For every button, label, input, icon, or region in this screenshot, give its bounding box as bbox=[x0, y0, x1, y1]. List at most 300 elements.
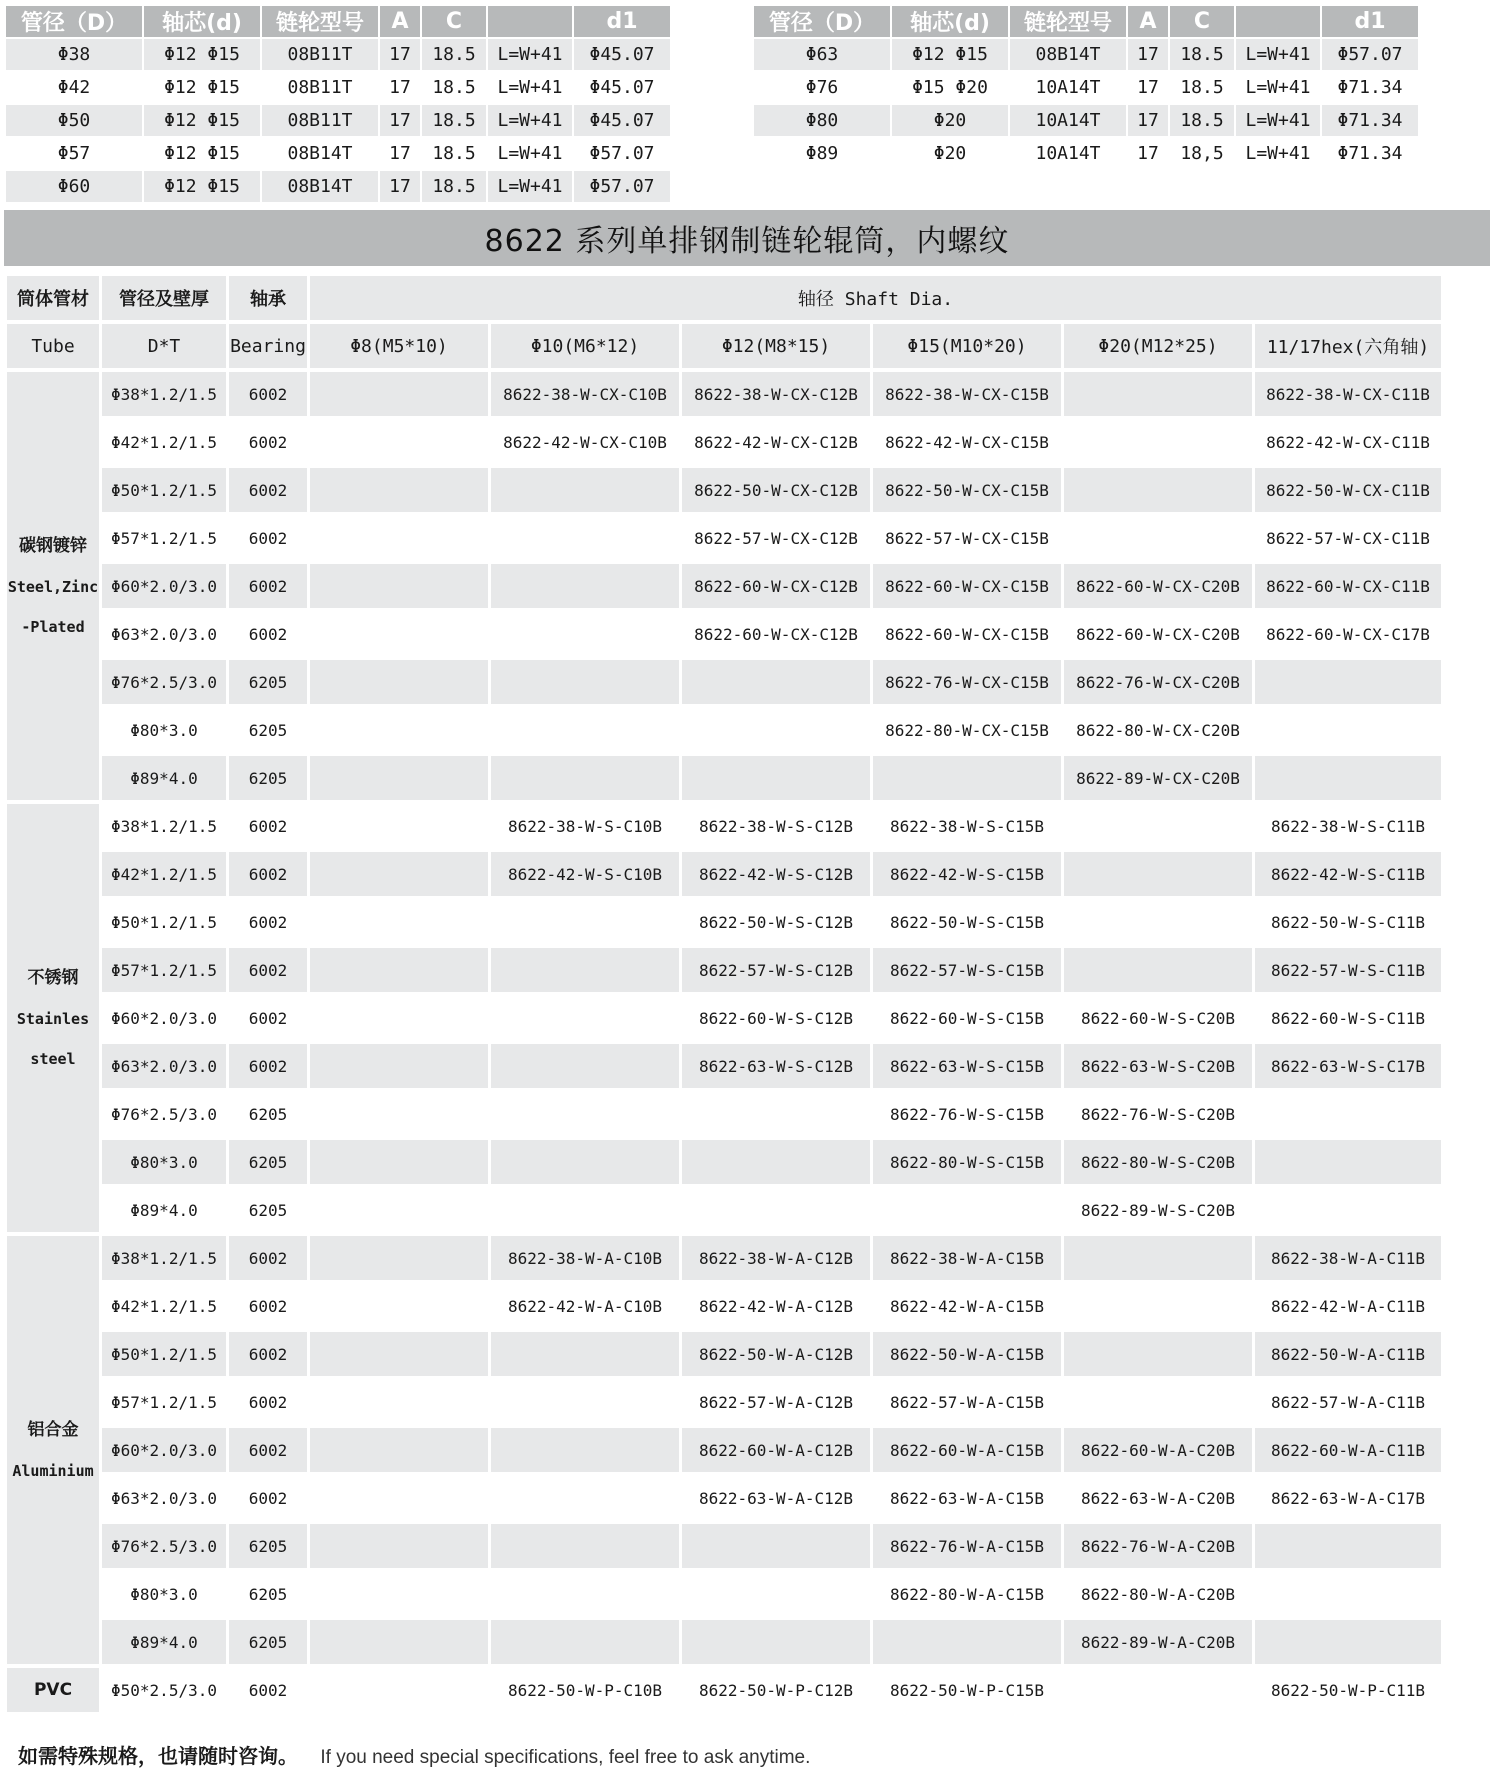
part-code-cell bbox=[682, 1140, 870, 1184]
table-row bbox=[7, 516, 1441, 560]
part-code-cell: 8622-60-W-A-C11B bbox=[1255, 1428, 1441, 1472]
part-code-cell bbox=[491, 564, 679, 608]
table-cell: Φ12 Φ15 bbox=[144, 72, 260, 103]
bearing-cell: 6205 bbox=[229, 1140, 307, 1184]
part-code-cell bbox=[1255, 756, 1441, 800]
table-row bbox=[7, 1332, 1441, 1376]
table-cell: 10A14T bbox=[1010, 138, 1126, 169]
table-row bbox=[7, 900, 1441, 944]
dt-cell: Φ63*2.0/3.0 bbox=[102, 612, 226, 656]
part-code-cell bbox=[310, 516, 488, 560]
dt-cell: Φ38*1.2/1.5 bbox=[102, 804, 226, 848]
part-code-cell: 8622-38-W-S-C12B bbox=[682, 804, 870, 848]
part-code-cell: 8622-57-W-A-C12B bbox=[682, 1380, 870, 1424]
bearing-cell: 6002 bbox=[229, 852, 307, 896]
header-cell: Bearing bbox=[229, 324, 307, 368]
table-cell: Φ20 bbox=[892, 138, 1008, 169]
part-code-cell: 8622-57-W-A-C15B bbox=[873, 1380, 1061, 1424]
part-code-cell bbox=[491, 1620, 679, 1664]
table-subheader-row bbox=[7, 324, 1441, 368]
bearing-cell: 6205 bbox=[229, 1620, 307, 1664]
header-cell: C bbox=[1170, 6, 1234, 37]
table-cell: Φ76 bbox=[754, 72, 890, 103]
part-code-cell: 8622-76-W-S-C20B bbox=[1064, 1092, 1252, 1136]
dt-cell: Φ50*1.2/1.5 bbox=[102, 900, 226, 944]
bearing-cell: 6002 bbox=[229, 1668, 307, 1712]
part-code-cell: 8622-89-W-A-C20B bbox=[1064, 1620, 1252, 1664]
part-code-cell: 8622-60-W-A-C20B bbox=[1064, 1428, 1252, 1472]
part-code-cell bbox=[491, 612, 679, 656]
part-code-cell: 8622-63-W-A-C12B bbox=[682, 1476, 870, 1520]
part-code-cell bbox=[491, 1188, 679, 1232]
part-code-cell bbox=[1255, 1620, 1441, 1664]
part-code-cell: 8622-42-W-A-C15B bbox=[873, 1284, 1061, 1328]
bearing-cell: 6002 bbox=[229, 420, 307, 464]
part-code-cell bbox=[491, 1476, 679, 1520]
part-code-cell: 8622-60-W-CX-C20B bbox=[1064, 564, 1252, 608]
material-name-en-2: -Plated bbox=[21, 618, 85, 636]
table-cell: L=W+41 bbox=[1236, 138, 1320, 169]
part-code-cell bbox=[682, 756, 870, 800]
bearing-cell: 6002 bbox=[229, 516, 307, 560]
part-code-cell: 8622-63-W-S-C12B bbox=[682, 1044, 870, 1088]
part-code-cell bbox=[310, 660, 488, 704]
part-code-cell: 8622-50-W-S-C15B bbox=[873, 900, 1061, 944]
bearing-cell: 6002 bbox=[229, 948, 307, 992]
part-code-cell: 8622-50-W-CX-C12B bbox=[682, 468, 870, 512]
part-code-cell bbox=[682, 1188, 870, 1232]
part-code-cell: 8622-60-W-CX-C12B bbox=[682, 612, 870, 656]
table-cell: 17 bbox=[380, 72, 420, 103]
part-code-cell: 8622-76-W-A-C20B bbox=[1064, 1524, 1252, 1568]
part-code-cell: 8622-60-W-CX-C15B bbox=[873, 564, 1061, 608]
table-cell: Φ71.34 bbox=[1322, 105, 1418, 136]
table-row bbox=[7, 564, 1441, 608]
part-code-cell bbox=[491, 1524, 679, 1568]
part-code-cell bbox=[682, 660, 870, 704]
part-code-cell bbox=[491, 1428, 679, 1472]
part-code-cell bbox=[310, 996, 488, 1040]
dt-cell: Φ60*2.0/3.0 bbox=[102, 996, 226, 1040]
part-code-cell bbox=[1064, 804, 1252, 848]
table-row bbox=[7, 1236, 1441, 1280]
part-code-cell bbox=[1064, 1236, 1252, 1280]
dt-cell: Φ50*1.2/1.5 bbox=[102, 468, 226, 512]
material-name-en: Aluminium bbox=[12, 1462, 94, 1480]
dt-cell: Φ57*1.2/1.5 bbox=[102, 1380, 226, 1424]
part-code-cell bbox=[1064, 420, 1252, 464]
part-code-cell: 8622-38-W-A-C10B bbox=[491, 1236, 679, 1280]
dt-cell: Φ57*1.2/1.5 bbox=[102, 516, 226, 560]
part-code-cell: 8622-63-W-A-C15B bbox=[873, 1476, 1061, 1520]
header-cell: Φ10(M6*12) bbox=[491, 324, 679, 368]
material-name-cn: 碳钢镀锌 bbox=[19, 536, 87, 556]
part-code-cell bbox=[310, 1284, 488, 1328]
part-code-cell: 8622-50-W-P-C15B bbox=[873, 1668, 1061, 1712]
dt-cell: Φ76*2.5/3.0 bbox=[102, 1524, 226, 1568]
table-cell: 18.5 bbox=[422, 105, 486, 136]
dt-cell: Φ76*2.5/3.0 bbox=[102, 660, 226, 704]
footer-note-cn: 如需特殊规格，也请随时咨询。 bbox=[18, 1744, 298, 1768]
table-cell: Φ15 Φ20 bbox=[892, 72, 1008, 103]
part-code-cell: 8622-42-W-A-C12B bbox=[682, 1284, 870, 1328]
table-cell: L=W+41 bbox=[488, 138, 572, 169]
part-code-cell: 8622-63-W-S-C17B bbox=[1255, 1044, 1441, 1088]
table-row bbox=[7, 660, 1441, 704]
part-code-cell: 8622-60-W-CX-C15B bbox=[873, 612, 1061, 656]
part-code-cell bbox=[682, 1620, 870, 1664]
part-code-cell bbox=[491, 756, 679, 800]
part-code-cell: 8622-57-W-CX-C11B bbox=[1255, 516, 1441, 560]
part-code-cell: 8622-76-W-S-C15B bbox=[873, 1092, 1061, 1136]
table-row bbox=[754, 72, 1418, 103]
header-cell: A bbox=[1128, 6, 1168, 37]
table-cell: 18.5 bbox=[422, 171, 486, 202]
part-code-cell bbox=[1255, 1188, 1441, 1232]
bearing-cell: 6002 bbox=[229, 564, 307, 608]
part-code-cell: 8622-50-W-A-C12B bbox=[682, 1332, 870, 1376]
dt-cell: Φ89*4.0 bbox=[102, 756, 226, 800]
part-code-cell bbox=[1255, 1572, 1441, 1616]
part-code-cell: 8622-38-W-A-C12B bbox=[682, 1236, 870, 1280]
part-code-cell bbox=[491, 516, 679, 560]
part-code-cell bbox=[1064, 852, 1252, 896]
product-code-table bbox=[4, 272, 1444, 1716]
material-name-en-2: steel bbox=[30, 1050, 76, 1068]
table-row bbox=[7, 1188, 1441, 1232]
section-title: 8622 系列单排钢制链轮辊筒，内螺纹 bbox=[4, 210, 1490, 266]
part-code-cell: 8622-38-W-CX-C12B bbox=[682, 372, 870, 416]
table-row bbox=[7, 1140, 1441, 1184]
dt-cell: Φ57*1.2/1.5 bbox=[102, 948, 226, 992]
table-row bbox=[754, 105, 1418, 136]
table-cell: Φ42 bbox=[6, 72, 142, 103]
part-code-cell: 8622-42-W-CX-C12B bbox=[682, 420, 870, 464]
part-code-cell bbox=[491, 1044, 679, 1088]
table-cell: 17 bbox=[380, 39, 420, 70]
part-code-cell bbox=[491, 468, 679, 512]
bearing-cell: 6002 bbox=[229, 1044, 307, 1088]
part-code-cell: 8622-60-W-S-C12B bbox=[682, 996, 870, 1040]
part-code-cell bbox=[310, 1092, 488, 1136]
table-cell: Φ89 bbox=[754, 138, 890, 169]
table-row bbox=[7, 804, 1441, 848]
dt-cell: Φ80*3.0 bbox=[102, 1572, 226, 1616]
table-cell: Φ50 bbox=[6, 105, 142, 136]
part-code-cell bbox=[491, 1092, 679, 1136]
part-code-cell: 8622-63-W-A-C17B bbox=[1255, 1476, 1441, 1520]
table-cell: L=W+41 bbox=[1236, 39, 1320, 70]
dt-cell: Φ50*1.2/1.5 bbox=[102, 1332, 226, 1376]
table-cell: 17 bbox=[1128, 39, 1168, 70]
bearing-cell: 6205 bbox=[229, 1524, 307, 1568]
table-row bbox=[6, 138, 670, 169]
part-code-cell bbox=[1255, 1140, 1441, 1184]
part-code-cell bbox=[310, 756, 488, 800]
part-code-cell: 8622-42-W-S-C12B bbox=[682, 852, 870, 896]
bearing-cell: 6002 bbox=[229, 996, 307, 1040]
sprocket-spec-table-right bbox=[752, 4, 1420, 171]
table-row bbox=[7, 1044, 1441, 1088]
table-cell: 08B11T bbox=[262, 39, 378, 70]
part-code-cell: 8622-50-W-A-C15B bbox=[873, 1332, 1061, 1376]
dt-cell: Φ80*3.0 bbox=[102, 1140, 226, 1184]
table-cell: 17 bbox=[380, 171, 420, 202]
table-cell: 08B14T bbox=[262, 138, 378, 169]
part-code-cell: 8622-76-W-A-C15B bbox=[873, 1524, 1061, 1568]
dt-cell: Φ76*2.5/3.0 bbox=[102, 1092, 226, 1136]
part-code-cell bbox=[491, 996, 679, 1040]
part-code-cell bbox=[310, 708, 488, 752]
dt-cell: Φ60*2.0/3.0 bbox=[102, 564, 226, 608]
header-cell: Φ20(M12*25) bbox=[1064, 324, 1252, 368]
table-header-row bbox=[6, 6, 670, 37]
part-code-cell: 8622-50-W-P-C12B bbox=[682, 1668, 870, 1712]
table-cell: 17 bbox=[1128, 138, 1168, 169]
part-code-cell: 8622-60-W-S-C20B bbox=[1064, 996, 1252, 1040]
header-tube-cn: 筒体管材 bbox=[7, 276, 99, 320]
table-cell: 18.5 bbox=[422, 138, 486, 169]
table-cell: 10A14T bbox=[1010, 72, 1126, 103]
part-code-cell bbox=[310, 564, 488, 608]
part-code-cell bbox=[310, 420, 488, 464]
bearing-cell: 6002 bbox=[229, 1476, 307, 1520]
dt-cell: Φ63*2.0/3.0 bbox=[102, 1476, 226, 1520]
header-cell: 管径（D） bbox=[6, 6, 142, 37]
bearing-cell: 6002 bbox=[229, 468, 307, 512]
table-row bbox=[7, 1524, 1441, 1568]
part-code-cell: 8622-60-W-S-C15B bbox=[873, 996, 1061, 1040]
table-row bbox=[7, 372, 1441, 416]
dt-cell: Φ42*1.2/1.5 bbox=[102, 420, 226, 464]
part-code-cell bbox=[1064, 1332, 1252, 1376]
table-cell: Φ12 Φ15 bbox=[892, 39, 1008, 70]
header-cell: d1 bbox=[1322, 6, 1418, 37]
part-code-cell: 8622-50-W-CX-C15B bbox=[873, 468, 1061, 512]
part-code-cell bbox=[310, 612, 488, 656]
table-cell: 18.5 bbox=[1170, 39, 1234, 70]
part-code-cell: 8622-60-W-CX-C11B bbox=[1255, 564, 1441, 608]
part-code-cell: 8622-80-W-A-C15B bbox=[873, 1572, 1061, 1616]
header-cell: Φ8(M5*10) bbox=[310, 324, 488, 368]
bearing-cell: 6002 bbox=[229, 612, 307, 656]
bearing-cell: 6002 bbox=[229, 1284, 307, 1328]
part-code-cell bbox=[310, 1428, 488, 1472]
sprocket-spec-table-left bbox=[4, 4, 672, 204]
table-cell: L=W+41 bbox=[488, 171, 572, 202]
part-code-cell bbox=[1255, 660, 1441, 704]
bearing-cell: 6002 bbox=[229, 1428, 307, 1472]
dt-cell: Φ60*2.0/3.0 bbox=[102, 1428, 226, 1472]
part-code-cell bbox=[310, 1188, 488, 1232]
part-code-cell: 8622-80-W-CX-C15B bbox=[873, 708, 1061, 752]
table-cell: Φ57.07 bbox=[574, 171, 670, 202]
dt-cell: Φ38*1.2/1.5 bbox=[102, 372, 226, 416]
table-cell: Φ20 bbox=[892, 105, 1008, 136]
table-row bbox=[7, 996, 1441, 1040]
table-cell: Φ45.07 bbox=[574, 72, 670, 103]
part-code-cell bbox=[310, 900, 488, 944]
part-code-cell: 8622-89-W-S-C20B bbox=[1064, 1188, 1252, 1232]
footer-note bbox=[18, 1740, 810, 1769]
header-bearing-cn: 轴承 bbox=[229, 276, 307, 320]
header-cell: 链轮型号 bbox=[262, 6, 378, 37]
table-row bbox=[7, 708, 1441, 752]
table-cell: 18.5 bbox=[422, 39, 486, 70]
part-code-cell bbox=[310, 1572, 488, 1616]
part-code-cell: 8622-60-W-CX-C17B bbox=[1255, 612, 1441, 656]
header-shaft-dia: 轴径 Shaft Dia. bbox=[310, 276, 1441, 320]
bearing-cell: 6002 bbox=[229, 1380, 307, 1424]
part-code-cell bbox=[682, 1572, 870, 1616]
part-code-cell bbox=[310, 804, 488, 848]
part-code-cell: 8622-42-W-CX-C11B bbox=[1255, 420, 1441, 464]
table-header-row bbox=[7, 276, 1441, 320]
material-name-en: Stainles bbox=[16, 1010, 90, 1028]
part-code-cell bbox=[491, 1572, 679, 1616]
bearing-cell: 6205 bbox=[229, 756, 307, 800]
table-cell: Φ71.34 bbox=[1322, 138, 1418, 169]
header-cell: A bbox=[380, 6, 420, 37]
table-cell: Φ63 bbox=[754, 39, 890, 70]
part-code-cell: 8622-63-W-A-C20B bbox=[1064, 1476, 1252, 1520]
table-row bbox=[7, 1572, 1441, 1616]
table-row bbox=[7, 1284, 1441, 1328]
part-code-cell bbox=[310, 1668, 488, 1712]
bearing-cell: 6205 bbox=[229, 660, 307, 704]
part-code-cell bbox=[310, 1044, 488, 1088]
table-cell: Φ57 bbox=[6, 138, 142, 169]
dt-cell: Φ89*4.0 bbox=[102, 1188, 226, 1232]
part-code-cell: 8622-60-W-A-C12B bbox=[682, 1428, 870, 1472]
part-code-cell bbox=[491, 660, 679, 704]
table-row bbox=[7, 1380, 1441, 1424]
part-code-cell: 8622-38-W-S-C10B bbox=[491, 804, 679, 848]
header-cell: D*T bbox=[102, 324, 226, 368]
part-code-cell: 8622-42-W-CX-C15B bbox=[873, 420, 1061, 464]
table-cell: 08B11T bbox=[262, 105, 378, 136]
part-code-cell bbox=[873, 756, 1061, 800]
part-code-cell bbox=[310, 1620, 488, 1664]
table-row bbox=[7, 1428, 1441, 1472]
part-code-cell bbox=[1255, 1524, 1441, 1568]
part-code-cell: 8622-38-W-CX-C10B bbox=[491, 372, 679, 416]
table-cell: 18,5 bbox=[1170, 138, 1234, 169]
table-cell: 18.5 bbox=[1170, 105, 1234, 136]
part-code-cell bbox=[491, 948, 679, 992]
part-code-cell bbox=[310, 468, 488, 512]
material-cell bbox=[7, 372, 99, 800]
part-code-cell: 8622-57-W-S-C15B bbox=[873, 948, 1061, 992]
part-code-cell bbox=[1064, 1284, 1252, 1328]
part-code-cell: 8622-89-W-CX-C20B bbox=[1064, 756, 1252, 800]
material-name-en: Steel,Zinc bbox=[7, 578, 99, 596]
part-code-cell: 8622-57-W-S-C12B bbox=[682, 948, 870, 992]
table-row bbox=[754, 138, 1418, 169]
part-code-cell bbox=[491, 1380, 679, 1424]
part-code-cell bbox=[1064, 900, 1252, 944]
header-cell: 轴芯(d) bbox=[144, 6, 260, 37]
part-code-cell: 8622-50-W-A-C11B bbox=[1255, 1332, 1441, 1376]
part-code-cell bbox=[310, 1476, 488, 1520]
part-code-cell: 8622-60-W-CX-C20B bbox=[1064, 612, 1252, 656]
table-row bbox=[7, 468, 1441, 512]
part-code-cell bbox=[873, 1188, 1061, 1232]
table-row bbox=[6, 105, 670, 136]
part-code-cell: 8622-42-W-A-C11B bbox=[1255, 1284, 1441, 1328]
table-cell: L=W+41 bbox=[1236, 72, 1320, 103]
dt-cell: Φ89*4.0 bbox=[102, 1620, 226, 1664]
part-code-cell bbox=[1255, 1092, 1441, 1136]
part-code-cell bbox=[1064, 468, 1252, 512]
part-code-cell bbox=[491, 1332, 679, 1376]
part-code-cell bbox=[310, 1524, 488, 1568]
part-code-cell: 8622-57-W-CX-C12B bbox=[682, 516, 870, 560]
table-row bbox=[7, 420, 1441, 464]
table-cell: Φ71.34 bbox=[1322, 72, 1418, 103]
table-cell: 18.5 bbox=[1170, 72, 1234, 103]
part-code-cell: 8622-38-W-CX-C11B bbox=[1255, 372, 1441, 416]
table-cell: Φ12 Φ15 bbox=[144, 39, 260, 70]
header-cell: Φ15(M10*20) bbox=[873, 324, 1061, 368]
header-cell: C bbox=[422, 6, 486, 37]
table-row bbox=[7, 1620, 1441, 1664]
header-cell: Tube bbox=[7, 324, 99, 368]
table-row bbox=[7, 948, 1441, 992]
part-code-cell bbox=[682, 1524, 870, 1568]
table-header-row bbox=[754, 6, 1418, 37]
part-code-cell: 8622-38-W-A-C11B bbox=[1255, 1236, 1441, 1280]
part-code-cell: 8622-63-W-S-C15B bbox=[873, 1044, 1061, 1088]
bearing-cell: 6205 bbox=[229, 1092, 307, 1136]
header-dt-cn: 管径及壁厚 bbox=[102, 276, 226, 320]
part-code-cell: 8622-80-W-CX-C20B bbox=[1064, 708, 1252, 752]
table-cell: L=W+41 bbox=[488, 105, 572, 136]
table-row bbox=[6, 39, 670, 70]
part-code-cell: 8622-57-W-A-C11B bbox=[1255, 1380, 1441, 1424]
table-cell: Φ12 Φ15 bbox=[144, 138, 260, 169]
bearing-cell: 6002 bbox=[229, 804, 307, 848]
table-body bbox=[754, 39, 1418, 169]
part-code-cell bbox=[310, 948, 488, 992]
part-code-cell: 8622-42-W-S-C10B bbox=[491, 852, 679, 896]
part-code-cell: 8622-76-W-CX-C20B bbox=[1064, 660, 1252, 704]
part-code-cell: 8622-38-W-S-C15B bbox=[873, 804, 1061, 848]
header-cell: Φ12(M8*15) bbox=[682, 324, 870, 368]
part-code-cell: 8622-38-W-CX-C15B bbox=[873, 372, 1061, 416]
bearing-cell: 6205 bbox=[229, 1188, 307, 1232]
bearing-cell: 6002 bbox=[229, 900, 307, 944]
part-code-cell: 8622-50-W-S-C11B bbox=[1255, 900, 1441, 944]
header-cell: d1 bbox=[574, 6, 670, 37]
part-code-cell bbox=[310, 1140, 488, 1184]
table-cell: Φ80 bbox=[754, 105, 890, 136]
part-code-cell: 8622-60-W-A-C15B bbox=[873, 1428, 1061, 1472]
part-code-cell: 8622-57-W-S-C11B bbox=[1255, 948, 1441, 992]
header-cell: 管径（D） bbox=[754, 6, 890, 37]
part-code-cell: 8622-38-W-S-C11B bbox=[1255, 804, 1441, 848]
dt-cell: Φ42*1.2/1.5 bbox=[102, 1284, 226, 1328]
part-code-cell: 8622-50-W-S-C12B bbox=[682, 900, 870, 944]
part-code-cell bbox=[310, 852, 488, 896]
part-code-cell: 8622-57-W-CX-C15B bbox=[873, 516, 1061, 560]
table-cell: 17 bbox=[1128, 72, 1168, 103]
part-code-cell: 8622-42-W-A-C10B bbox=[491, 1284, 679, 1328]
bearing-cell: 6002 bbox=[229, 1236, 307, 1280]
bearing-cell: 6002 bbox=[229, 372, 307, 416]
part-code-cell: 8622-80-W-S-C20B bbox=[1064, 1140, 1252, 1184]
table-cell: Φ60 bbox=[6, 171, 142, 202]
